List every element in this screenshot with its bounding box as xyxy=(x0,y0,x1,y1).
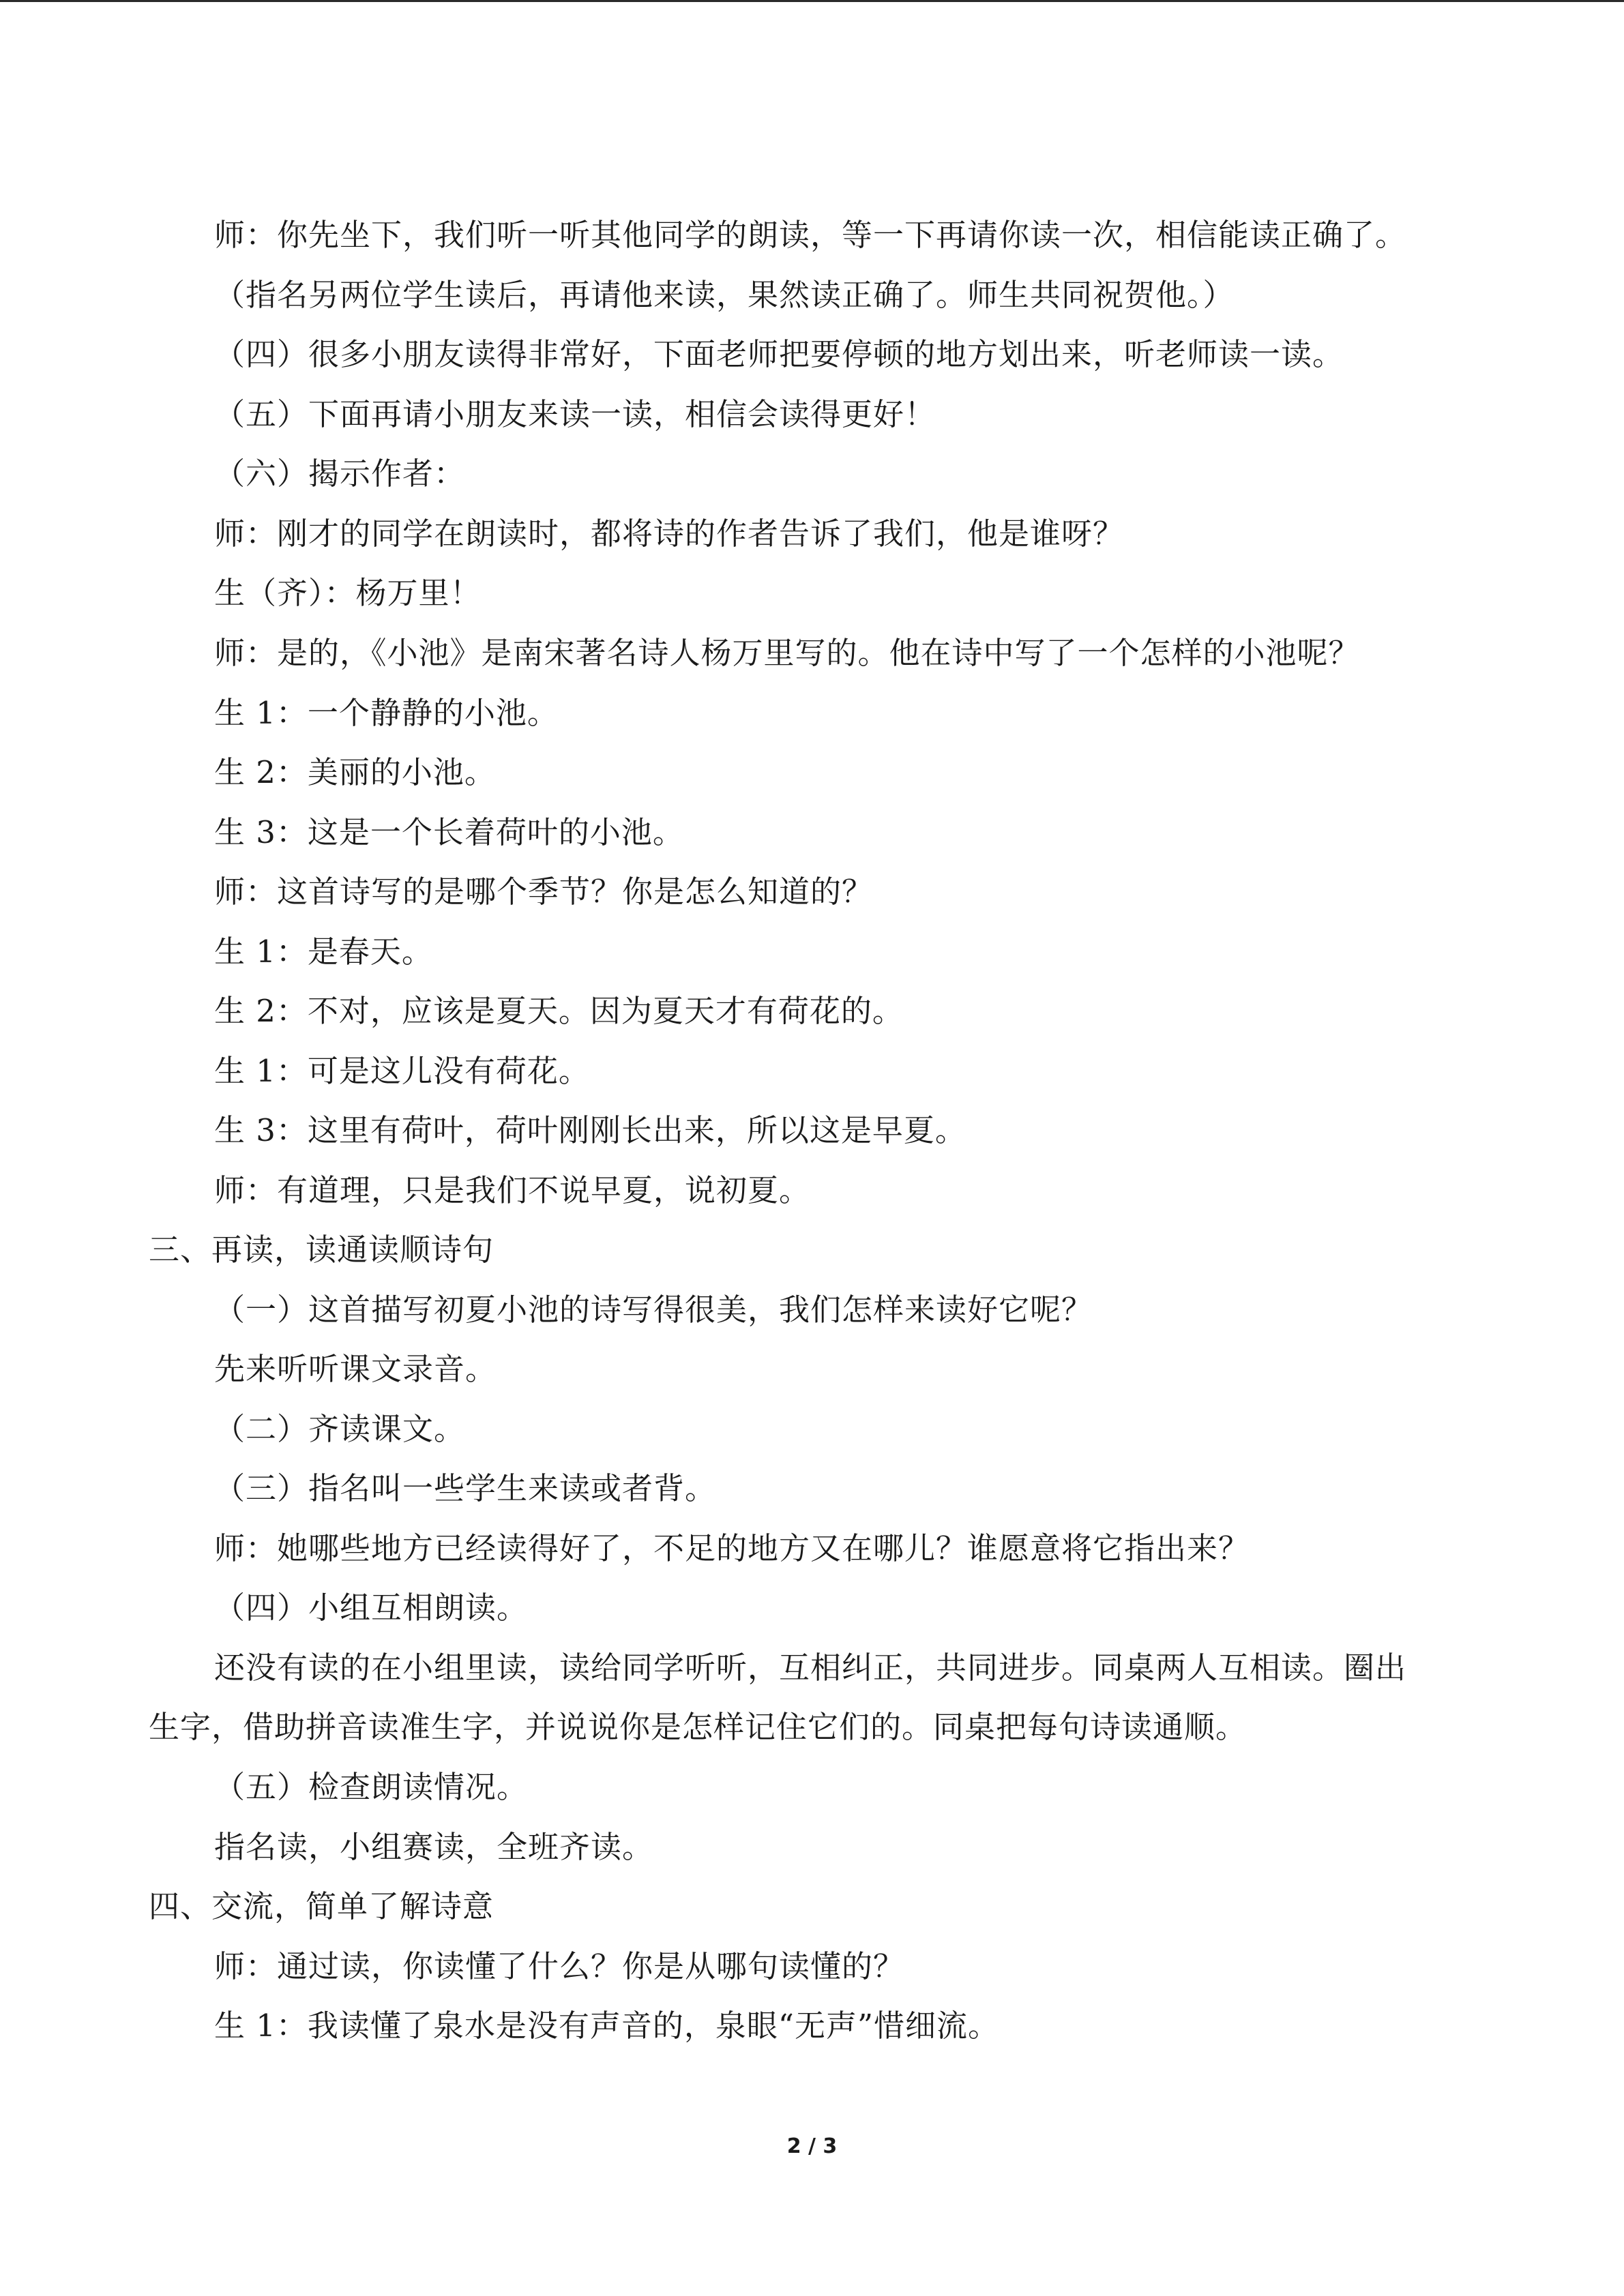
text-line: （五）检查朗读情况。 xyxy=(214,1769,529,1805)
text-line: 生 2：不对，应该是夏天。因为夏天才有荷花的。 xyxy=(214,993,904,1029)
text-line: （四）很多小朋友读得非常好，下面老师把要停顿的地方划出来，听老师读一读。 xyxy=(214,336,1344,372)
text-line: 师：她哪些地方已经读得好了，不足的地方又在哪儿？谁愿意将它指出来？ xyxy=(214,1530,1250,1566)
text-line: 师：是的，《小池》是南宋著名诗人杨万里写的。他在诗中写了一个怎样的小池呢？ xyxy=(214,635,1360,671)
text-line-continued: 生字，借助拼音读准生字，并说说你是怎样记住它们的。同桌把每句诗读通顺。 xyxy=(149,1709,1247,1745)
text-line: 生（齐）：杨万里！ xyxy=(214,575,482,611)
text-line: 生 1：可是这儿没有荷花。 xyxy=(214,1053,590,1089)
section-heading: 三、再读，读通读顺诗句 xyxy=(149,1232,494,1268)
text-line: （指名另两位学生读后，再请他来读，果然读正确了。师生共同祝贺他。） xyxy=(214,277,1235,313)
text-line: 师：你先坐下，我们听一听其他同学的朗读，等一下再请你读一次，相信能读正确了。 xyxy=(214,217,1407,253)
text-line: 生 3：这是一个长着荷叶的小池。 xyxy=(214,814,684,850)
text-line: （三）指名叫一些学生来读或者背。 xyxy=(214,1470,717,1506)
page-number: 2 / 3 xyxy=(786,2134,838,2158)
text-line: 先来听听课文录音。 xyxy=(214,1351,497,1387)
text-line: 指名读，小组赛读，全班齐读。 xyxy=(214,1829,654,1865)
section-heading: 四、交流，简单了解诗意 xyxy=(149,1888,494,1924)
text-line: （四）小组互相朗读。 xyxy=(214,1590,529,1626)
text-line: （一）这首描写初夏小池的诗写得很美，我们怎样来读好它呢？ xyxy=(214,1292,1093,1328)
text-line: 师：通过读，你读懂了什么？你是从哪句读懂的？ xyxy=(214,1948,905,1984)
text-line: 生 2：美丽的小池。 xyxy=(214,754,496,790)
text-line: 师：刚才的同学在朗读时，都将诗的作者告诉了我们，他是谁呀？ xyxy=(214,516,1125,552)
page-top-border xyxy=(0,0,1624,2)
text-line: （六）揭示作者： xyxy=(214,456,466,492)
text-line: 师：这首诗写的是哪个季节？你是怎么知道的？ xyxy=(214,874,874,910)
text-line: 生 1：一个静静的小池。 xyxy=(214,695,559,731)
text-line: 还没有读的在小组里读，读给同学听听，互相纠正，共同进步。同桌两人互相读。圈出 xyxy=(214,1650,1407,1686)
text-line: 师：有道理，只是我们不说早夏，说初夏。 xyxy=(214,1172,811,1208)
text-line: （五）下面再请小朋友来读一读，相信会读得更好！ xyxy=(214,396,936,432)
text-line: 生 1：我读懂了泉水是没有声音的，泉眼“无声”惜细流。 xyxy=(214,2008,999,2044)
text-line: 生 1：是春天。 xyxy=(214,934,433,970)
text-line: 生 3：这里有荷叶，荷叶刚刚长出来，所以这是早夏。 xyxy=(214,1112,966,1148)
text-line: （二）齐读课文。 xyxy=(214,1411,466,1447)
